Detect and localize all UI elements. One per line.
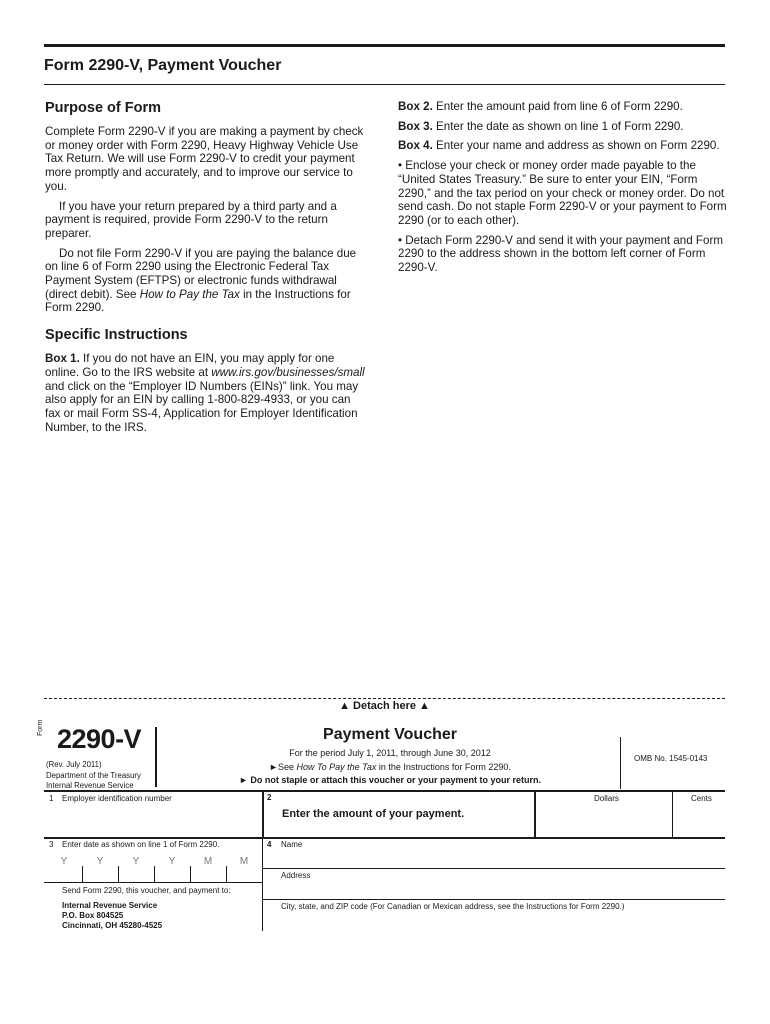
voucher-mid-rule xyxy=(44,837,725,839)
name-label: Name xyxy=(281,840,303,849)
omb-number: OMB No. 1545-0143 xyxy=(634,754,708,763)
box1-instruction xyxy=(45,352,365,434)
box1-number: 1 xyxy=(49,794,54,803)
date-label: Enter date as shown on line 1 of Form 2290. xyxy=(62,840,220,849)
purpose-paragraph-1: Complete Form 2290-V if you are making a payment by check or money order with Form 2290, Heavy Highway Vehicle Use Tax Return. We will use Form 2290-V to credit your payment more promptly and accurately, and to improve our service to you. xyxy=(45,125,364,193)
department-label: Department of the Treasury xyxy=(46,771,141,780)
how-to-pay-link: How To Pay the Tax xyxy=(296,762,377,772)
bullet-detach: • Detach Form 2290-V and send it with your payment and Form 2290 to the address shown in the bottom left corner of Form 2290-V. xyxy=(398,233,723,275)
arrow-icon: ► xyxy=(269,762,278,772)
box4-instruction xyxy=(398,139,728,153)
date-digit-y2[interactable]: Y xyxy=(96,856,104,867)
detach-here-label: ▲ Detach here ▲ xyxy=(339,700,430,712)
date-tick-5 xyxy=(226,866,227,882)
voucher-top-rule xyxy=(44,790,725,792)
do-not-staple-note: ► Do not staple or attach this voucher or your payment to your return. xyxy=(239,775,541,785)
box3-instruction-text: Enter the date as shown on line 1 of Form 2290. xyxy=(432,119,684,133)
city-state-zip-label: City, state, and ZIP code (For Canadian or Mexican address, see the Instructions for Form 2290.) xyxy=(281,902,625,911)
date-digit-m1[interactable]: M xyxy=(203,856,213,867)
box4-number: 4 xyxy=(267,840,272,849)
date-digit-m2[interactable]: M xyxy=(239,856,249,867)
detach-line xyxy=(44,698,725,699)
form-word-label: Form xyxy=(37,719,44,736)
cents-divider xyxy=(672,790,673,838)
box3-instruction-label: Box 3. xyxy=(398,119,433,133)
purpose-p3-text-b: in the Instructions for Form 2290. xyxy=(45,287,351,315)
address-field[interactable] xyxy=(281,882,724,898)
bullet-enclose: • Enclose your check or money order made payable to the “United States Treasury.” Be sure to enter your EIN, “Form 2290,” and the tax period on your check or money order. Do not send cash. Do not staple Form 2290-V or your payment to Form 2290 (or to each other). xyxy=(398,159,727,227)
date-digit-y3[interactable]: Y xyxy=(132,856,140,867)
date-tick-3 xyxy=(154,866,155,882)
tax-period: For the period July 1, 2011, through June 30, 2012 xyxy=(289,748,491,758)
name-rule xyxy=(262,868,725,869)
purpose-heading: Purpose of Form xyxy=(45,100,162,116)
purpose-paragraph-3 xyxy=(45,247,365,316)
right-column xyxy=(398,100,728,281)
title-rule xyxy=(44,84,725,85)
irs-url: www.irs.gov/businesses/small xyxy=(211,365,365,379)
dollars-label: Dollars xyxy=(594,794,619,803)
omb-box xyxy=(620,737,725,789)
voucher-title: Payment Voucher xyxy=(323,726,457,743)
see-text-a: See xyxy=(277,762,297,772)
revision-date: (Rev. July 2011) xyxy=(46,760,102,769)
agency-label: Internal Revenue Service xyxy=(46,781,134,790)
dollars-field[interactable] xyxy=(537,806,670,835)
cents-field[interactable] xyxy=(675,806,723,835)
see-text-b: in the Instructions for Form 2290. xyxy=(376,762,511,772)
page-title: Form 2290-V, Payment Voucher xyxy=(44,57,282,74)
box2-instruction-label: Box 2. xyxy=(398,100,433,113)
address-rule xyxy=(262,899,725,900)
box2-number: 2 xyxy=(267,793,272,802)
form-number-rule xyxy=(155,727,157,787)
dollars-divider xyxy=(534,790,536,838)
date-digit-y4[interactable]: Y xyxy=(168,856,176,867)
purpose-paragraph-2: If you have your return prepared by a third party and a payment is required, provide Form 2290-V to the return preparer. xyxy=(45,199,337,240)
box1-instruction-text-a: If you do not have an EIN, you may apply for one online. Go to the IRS website at xyxy=(45,352,335,379)
box3-number: 3 xyxy=(49,840,54,849)
date-tick-1 xyxy=(82,866,83,882)
box1-instruction-text-b: and click on the “Employer ID Numbers (EINs)” link. You may also apply for an EIN by calling 1-800-829-4933, or you can fax or mail Form SS-4, Application for Employer Identification Number, to the IRS. xyxy=(45,379,359,434)
box1-instruction-label: Box 1. xyxy=(45,352,80,366)
cents-label: Cents xyxy=(691,794,712,803)
box2-instruction-text: Enter the amount paid from line 6 of Form 2290. xyxy=(432,100,683,113)
ein-field[interactable] xyxy=(62,806,257,834)
date-digit-y1[interactable]: Y xyxy=(60,856,68,867)
top-rule xyxy=(44,44,725,47)
voucher-form-number: 2290-V xyxy=(57,724,142,754)
date-tick-2 xyxy=(118,866,119,882)
payment-amount-label: Enter the amount of your payment. xyxy=(282,808,465,820)
specific-heading: Specific Instructions xyxy=(45,327,188,344)
mailing-address-line-3: Cincinnati, OH 45280-4525 xyxy=(62,921,163,930)
see-instructions-note xyxy=(160,762,620,772)
date-bottom-rule xyxy=(44,882,262,883)
city-state-zip-field[interactable] xyxy=(281,913,724,929)
mailing-address xyxy=(62,901,162,931)
mailing-address-line-2: P.O. Box 804525 xyxy=(62,911,124,920)
ein-label: Employer identification number xyxy=(62,794,172,803)
mailing-address-line-1: Internal Revenue Service xyxy=(62,901,158,910)
box4-instruction-label: Box 4. xyxy=(398,139,433,153)
left-right-divider xyxy=(262,837,263,931)
send-to-label: Send Form 2290, this voucher, and payment to: xyxy=(62,886,231,895)
purpose-p3-text-a: Do not file Form 2290-V if you are paying the balance due on line 6 of Form 2290 using the Electronic Federal Tax Payment System (EFTPS) or electronic funds withdrawal (direct debit). See xyxy=(45,246,357,301)
address-label: Address xyxy=(281,871,311,880)
box1-box2-divider xyxy=(262,790,264,838)
box2-instruction xyxy=(398,100,728,114)
left-column xyxy=(45,100,365,440)
name-field[interactable] xyxy=(281,851,724,867)
box3-instruction xyxy=(398,120,728,134)
box4-instruction-text: Enter your name and address as shown on Form 2290. xyxy=(432,139,720,153)
date-tick-4 xyxy=(190,866,191,882)
how-to-pay-reference: How to Pay the Tax xyxy=(139,287,240,301)
